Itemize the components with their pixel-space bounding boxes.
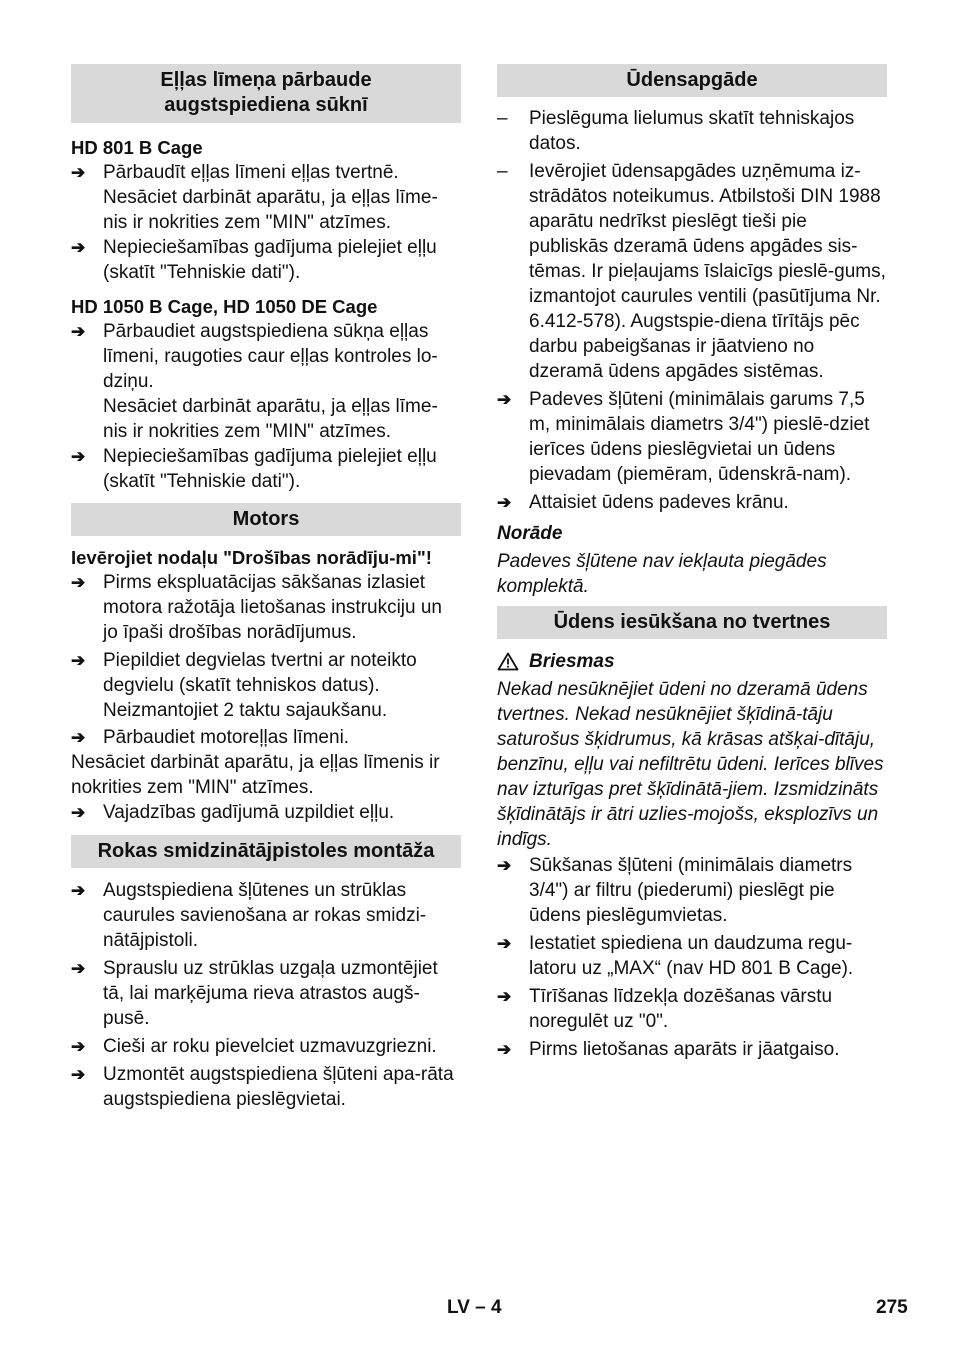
list-item: ➔ Pirms lietošanas aparāts ir jāatgaiso. [497,1039,840,1060]
list-item: ➔ Iestatiet spiediena un daudzuma regu-latoru uz „MAX“ (nav HD 801 B Cage). [497,933,854,979]
list-item: ➔ Nepieciešamības gadījuma pielejiet eļļu (skatīt "Tehniskie dati"). [71,446,437,492]
arrow-right-icon: ➔ [71,238,86,257]
dash-bullet: – [497,108,508,129]
motors-note: Nesāciet darbināt aparātu, ja eļļas līmenis ir nokrities zem "MIN" atzīmes. [71,752,440,798]
arrow-right-icon: ➔ [497,390,512,409]
list-item: ➔ Padeves šļūteni (minimālais garums 7,5 m, minimālais diametrs 3/4") pieslē-dziet ierīces ūdens pieslēgvietai un ūdens pievadam (piemēram, ūdenskrā-nam). [497,389,870,485]
note-text: Nesāciet darbināt aparātu, ja eļļas līme-nis ir nokrities zem "MIN" atzīmes. [103,396,438,442]
arrow-right-icon: ➔ [71,651,86,670]
list-item: ➔ Sprauslu uz strūklas uzgaļa uzmontējiet tā, lai marķējuma rieva atrastos augš-pusē. [71,958,438,1029]
hd1050-subheading: HD 1050 B Cage, HD 1050 DE Cage [71,296,378,317]
list-item: ➔ Nepieciešamības gadījuma pielejiet eļļu (skatīt "Tehniskie dati"). [71,237,437,283]
arrow-right-icon: ➔ [497,1040,512,1059]
list-item: ➔ Sūkšanas šļūteni (minimālais diametrs 3/4") ar filtru (piederumi) pieslēgt pie ūdens pieslēgumvietas. [497,855,853,926]
list-item: ➔ Vajadzības gadījumā uzpildiet eļļu. [71,802,395,823]
list-item: ➔ Piepildiet degvielas tvertni ar noteikto degvielu (skatīt tehniskos datus). [71,650,417,696]
note-title: Norāde [497,523,563,544]
arrow-right-icon: ➔ [71,881,86,900]
motors-subheading: Ievērojiet nodaļu "Drošības norādīju-mi"! [71,547,432,568]
list-item: ➔ Attaisiet ūdens padeves krānu. [497,492,789,513]
gun-assembly-heading: Rokas smidzinātājpistoles montāža [71,835,461,868]
list-item: ➔ Pārbaudīt eļļas līmeni eļļas tvertnē. [71,162,399,183]
oil-heading-line1: Eļļas līmeņa pārbaude [160,69,372,91]
note-text: Nesāciet darbināt aparātu, ja eļļas līme-nis ir nokrities zem "MIN" atzīmes. [103,187,438,233]
arrow-right-icon: ➔ [497,987,512,1006]
oil-heading-line2: augstspiediena sūknī [164,94,368,116]
list-item: ➔ Uzmontēt augstspiediena šļūteni apa-rāta augstspiediena pieslēgvietai. [71,1064,454,1110]
oil-level-heading [71,64,461,123]
motors-heading: Motors [71,503,461,536]
footer-section: LV [447,1297,470,1318]
list-item: ➔ Pārbaudiet augstspiediena sūkņa eļļas līmeni, raugoties caur eļļas kontroles lo-dziņu. [71,321,438,392]
note-text: Neizmantojiet 2 taktu sajaukšanu. [103,700,388,721]
right-column [497,64,887,1062]
arrow-right-icon: ➔ [71,959,86,978]
footer-section-label [447,1297,502,1319]
note-body: Padeves šļūtene nav iekļauta piegādes komplektā. [497,551,827,597]
dash-bullet: – [497,161,508,182]
arrow-right-icon: ➔ [71,447,86,466]
list-item: ➔ Tīrīšanas līdzekļa dozēšanas vārstu noregulēt uz "0". [497,986,833,1032]
arrow-right-icon: ➔ [71,1037,86,1056]
arrow-right-icon: ➔ [71,803,86,822]
arrow-right-icon: ➔ [497,856,512,875]
arrow-right-icon: ➔ [71,163,86,182]
arrow-right-icon: ➔ [71,728,86,747]
danger-title-row [497,649,887,674]
hd801-subheading: HD 801 B Cage [71,137,203,158]
warning-triangle-icon [497,652,519,671]
list-item: – Ievērojiet ūdensapgādes uzņēmuma iz-strādātos noteikumus. Atbilstoši DIN 1988 aparātu nedrīkst pieslēgt tieši pie publiskās dzeramā ūdens apgādes sis-tēmas. Ir pieļaujams īslaicīgs pieslē-gums, izmantojot caurules ventili (pasūtījuma Nr. 6.412-578). Augstspie-diena tīrītājs pēc darbu pabeigšanas ir jāatvieno no dzeramā ūdens apgādes sistēmas. [497,161,886,382]
left-column [71,64,461,1112]
arrow-right-icon: ➔ [71,1065,86,1084]
list-item: ➔ Cieši ar roku pievelciet uzmavuzgriezni. [71,1036,437,1057]
page-number: 275 [876,1297,908,1318]
arrow-right-icon: ➔ [497,934,512,953]
list-item: ➔ Augstspiediena šļūtenes un strūklas caurules savienošana ar rokas smidzi-nātājpistoli. [71,880,427,951]
list-item: – Pieslēguma lielumus skatīt tehniskajos datos. [497,108,855,154]
arrow-right-icon: ➔ [71,573,86,592]
water-supply-heading: Ūdensapgāde [497,64,887,97]
danger-body: Nekad nesūknējiet ūdeni no dzeramā ūdens tvertnes. Nekad nesūknējiet šķīdinā-tāju saturošus šķidrumus, kā krāsas atšķai-dītāju, benzīnu, eļļu vai nefiltrētu ūdeni. Ierīces blīves nav izturīgas pret šķīdinātā-jiem. Izsmidzināts šķīdinātājs ir ātri uzlies-mojošs, eksplozīvs un indīgs. [497,679,884,850]
list-item: ➔ Pirms ekspluatācijas sākšanas izlasiet motora ražotāja lietošanas instrukciju un jo īpaši drošības norādījumus. [71,572,443,643]
list-item: ➔ Pārbaudiet motoreļļas līmeni. [71,727,350,748]
footer-page-in-section: – 4 [475,1297,502,1318]
arrow-right-icon: ➔ [497,493,512,512]
tank-suction-heading: Ūdens iesūkšana no tvertnes [497,606,887,639]
danger-title: Briesmas [529,651,615,672]
arrow-right-icon: ➔ [71,322,86,341]
